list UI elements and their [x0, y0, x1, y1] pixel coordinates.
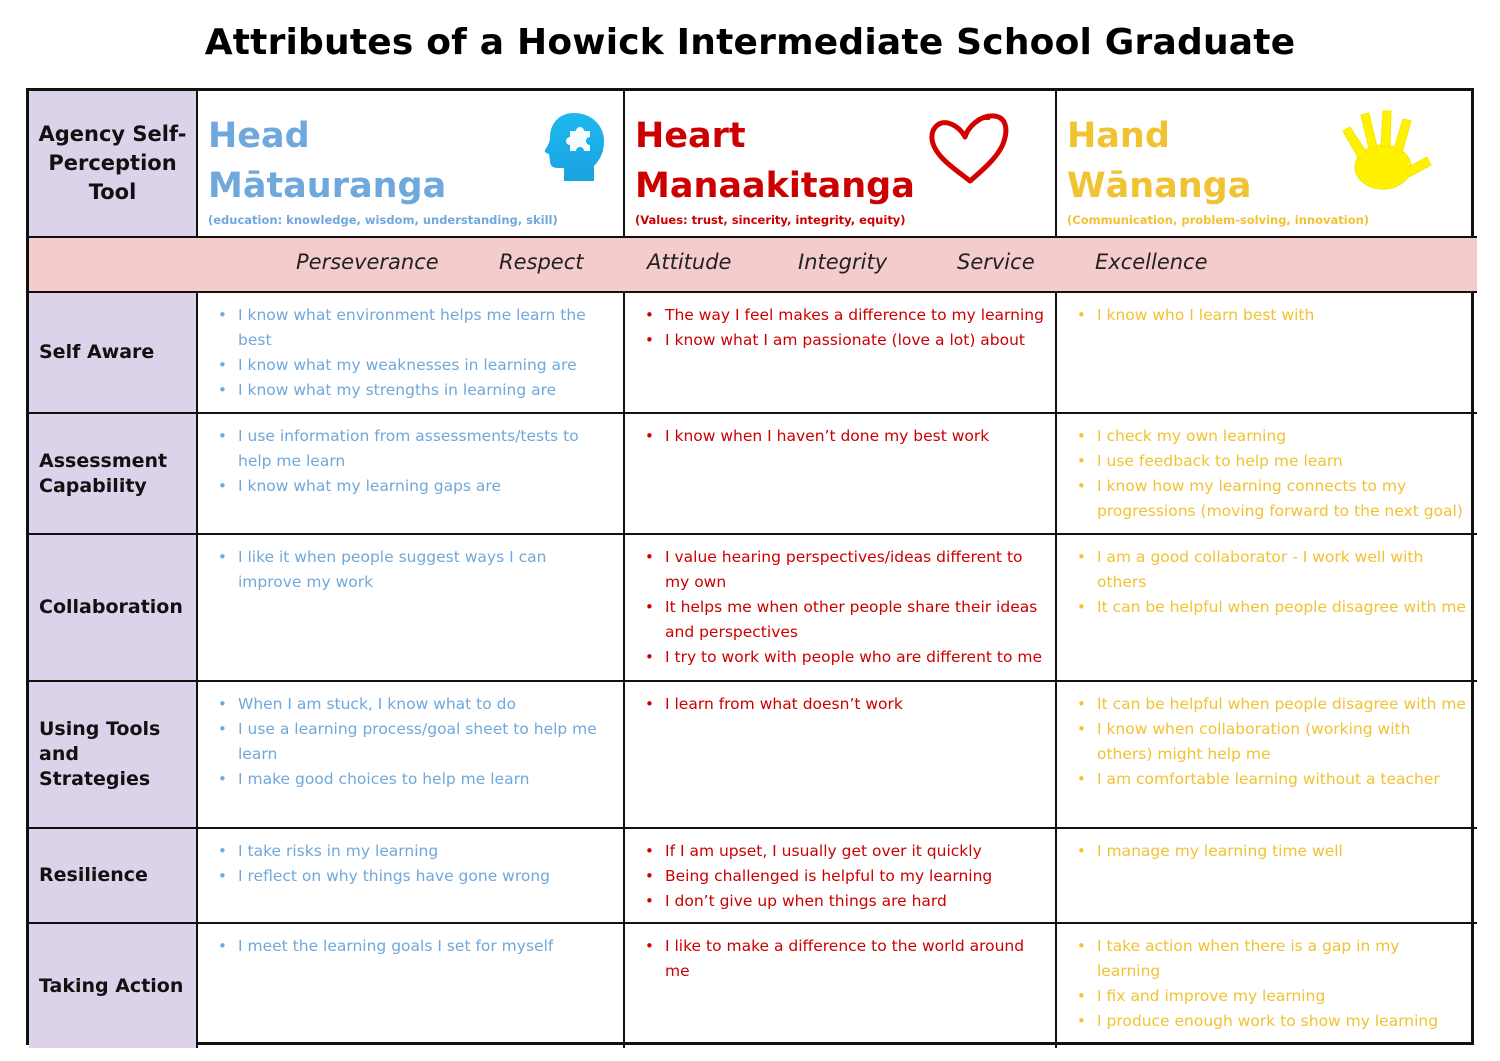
list-item: • I like it when people suggest ways I can improve my work: [238, 545, 613, 595]
cell-collaboration-heart: [625, 535, 1057, 682]
header-head-name: Head: [208, 116, 310, 156]
list-item: • I know when collaboration (working with others) might help me: [1097, 717, 1467, 767]
list-item: • I know how my learning connects to my progressions (moving forward to the next goal): [1097, 474, 1467, 524]
header-hand: [1057, 91, 1477, 238]
row-label-text: Capability: [39, 474, 147, 497]
cell-action-head: [198, 924, 625, 1048]
list-item: • It can be helpful when people disagree with me: [1097, 692, 1467, 717]
list-item: • I fix and improve my learning: [1097, 984, 1467, 1009]
row-label-self-aware: [29, 293, 198, 414]
cell-tools-head: [198, 682, 625, 829]
header-heart-subtitle: (Values: trust, sincerity, integrity, equity): [635, 213, 906, 227]
header-heart-maori: Manaakitanga: [635, 166, 915, 206]
header-heart: [625, 91, 1057, 238]
cell-tools-hand: [1057, 682, 1477, 829]
head-puzzle-icon: [544, 111, 604, 183]
cell-assessment-hand: [1057, 414, 1477, 535]
list-item: • I know what environment helps me learn the best: [238, 303, 613, 353]
list-item: • I produce enough work to show my learning: [1097, 1009, 1467, 1034]
corner-line-1: Agency Self-: [38, 122, 187, 146]
row-label-text: Self Aware: [39, 341, 155, 363]
list-item: • I know what I am passionate (love a lot) about: [665, 328, 1045, 353]
value-perseverance: Perseverance: [296, 250, 439, 274]
cell-resilience-heart: [625, 829, 1057, 924]
list-item: • The way I feel makes a difference to my learning: [665, 303, 1045, 328]
cell-collaboration-hand: [1057, 535, 1477, 682]
cell-resilience-hand: [1057, 829, 1477, 924]
cell-tools-heart: [625, 682, 1057, 829]
row-label-text: Resilience: [39, 864, 148, 886]
list-item: • I reflect on why things have gone wrong: [238, 864, 613, 889]
row-label-text: Collaboration: [39, 596, 183, 618]
list-item: • It helps me when other people share their ideas and perspectives: [665, 595, 1045, 645]
row-label-text: Taking Action: [39, 974, 184, 997]
list-item: • I am a good collaborator - I work well with others: [1097, 545, 1467, 595]
row-label-using-tools: [29, 682, 198, 829]
corner-line-2: Perception: [48, 151, 177, 175]
page-title: Attributes of a Howick Intermediate School Graduate: [204, 22, 1296, 63]
cell-assessment-head: [198, 414, 625, 535]
list-item: • It can be helpful when people disagree with me: [1097, 595, 1467, 620]
list-item: • I value hearing perspectives/ideas different to my own: [665, 545, 1045, 595]
cell-action-heart: [625, 924, 1057, 1048]
corner-line-3: Tool: [88, 180, 137, 204]
cell-collaboration-head: [198, 535, 625, 682]
cell-self-aware-hand: [1057, 293, 1477, 414]
list-item: • I make good choices to help me learn: [238, 767, 613, 792]
row-label-text: Assessment: [39, 449, 168, 472]
row-label-collaboration: [29, 535, 198, 682]
header-head: [198, 91, 625, 238]
heart-icon: [928, 113, 1010, 187]
list-item: • I learn from what doesn’t work: [665, 692, 1045, 717]
list-item: • I know who I learn best with: [1097, 303, 1467, 328]
list-item: • When I am stuck, I know what to do: [238, 692, 613, 717]
list-item: • I am comfortable learning without a teacher: [1097, 767, 1467, 792]
row-label-resilience: [29, 829, 198, 924]
list-item: • I manage my learning time well: [1097, 839, 1467, 864]
cell-self-aware-heart: [625, 293, 1057, 414]
handprint-icon: [1339, 109, 1435, 193]
list-item: • I use feedback to help me learn: [1097, 449, 1467, 474]
header-heart-name: Heart: [635, 116, 746, 156]
header-head-maori: Mātauranga: [208, 166, 447, 206]
list-item: • I take action when there is a gap in my learning: [1097, 934, 1467, 984]
row-label-text: Using Tools and: [39, 718, 161, 765]
list-item: • I use information from assessments/tests to help me learn: [238, 424, 613, 474]
list-item: • I like to make a difference to the world around me: [665, 934, 1045, 984]
cell-action-hand: [1057, 924, 1477, 1048]
list-item: • I know when I haven’t done my best work: [665, 424, 1045, 449]
list-item: • I meet the learning goals I set for myself: [238, 934, 613, 959]
corner-title: [39, 120, 187, 207]
values-band: [29, 238, 1477, 293]
header-hand-maori: Wānanga: [1067, 166, 1252, 206]
cell-resilience-head: [198, 829, 625, 924]
list-item: • Being challenged is helpful to my learning: [665, 864, 1045, 889]
header-hand-subtitle: (Communication, problem-solving, innovation): [1067, 213, 1370, 227]
row-label-assessment-capability: [29, 414, 198, 535]
cell-assessment-heart: [625, 414, 1057, 535]
value-service: Service: [957, 250, 1035, 274]
list-item: • I know what my strengths in learning are: [238, 378, 613, 403]
list-item: • I check my own learning: [1097, 424, 1467, 449]
attributes-table: [26, 88, 1474, 1045]
row-label-text: Strategies: [39, 768, 151, 790]
list-item: • I know what my weaknesses in learning are: [238, 353, 613, 378]
list-item: • I take risks in my learning: [238, 839, 613, 864]
value-integrity: Integrity: [798, 250, 888, 274]
value-excellence: Excellence: [1095, 250, 1208, 274]
cell-self-aware-head: [198, 293, 625, 414]
list-item: • I try to work with people who are different to me: [665, 645, 1045, 670]
header-head-subtitle: (education: knowledge, wisdom, understanding, skill): [208, 213, 558, 227]
list-item: • I know what my learning gaps are: [238, 474, 613, 499]
corner-cell: [29, 91, 198, 238]
list-item: • I use a learning process/goal sheet to help me learn: [238, 717, 613, 767]
list-item: • If I am upset, I usually get over it quickly: [665, 839, 1045, 864]
value-attitude: Attitude: [647, 250, 732, 274]
row-label-taking-action: [29, 924, 198, 1048]
header-hand-name: Hand: [1067, 116, 1170, 156]
list-item: • I don’t give up when things are hard: [665, 889, 1045, 914]
value-respect: Respect: [499, 250, 584, 274]
